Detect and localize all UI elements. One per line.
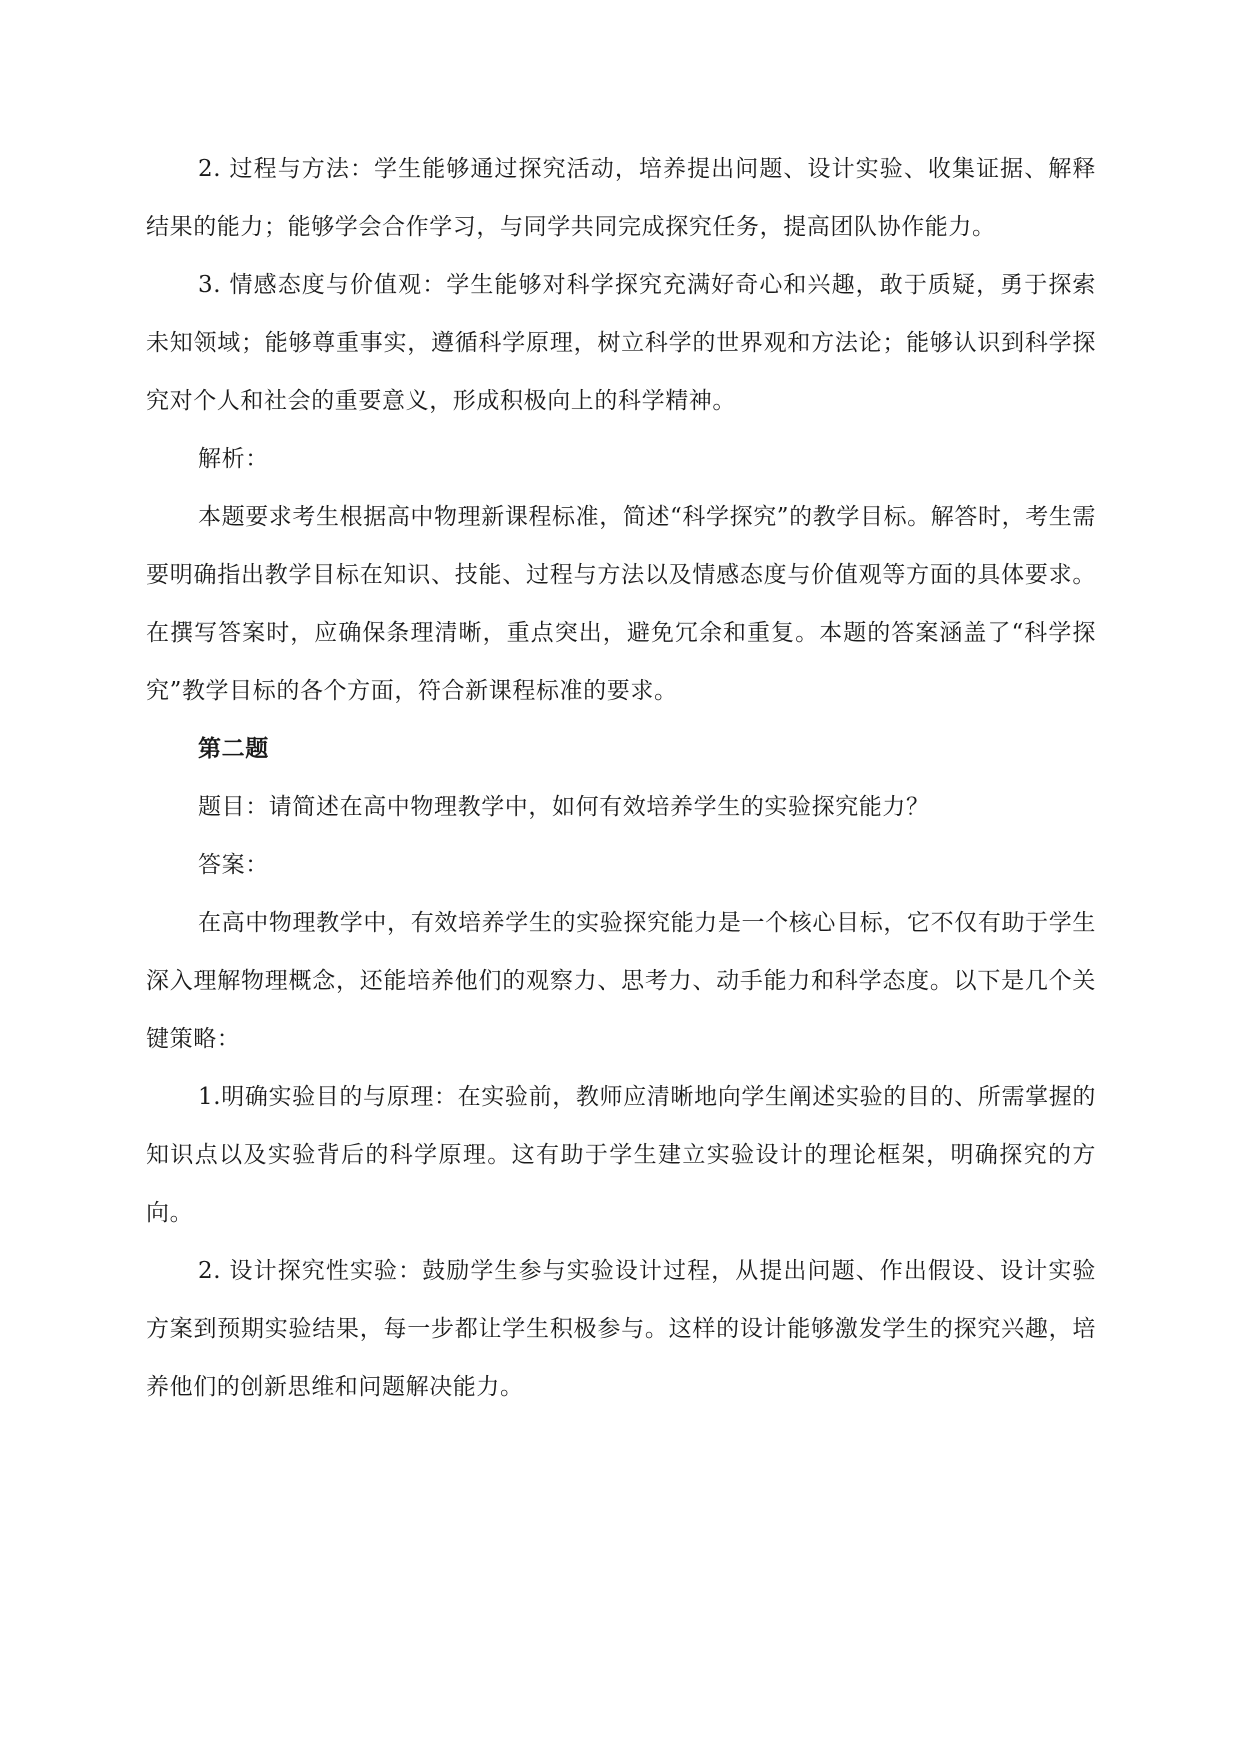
paragraph-process-and-method: 2. 过程与方法：学生能够通过探究活动，培养提出问题、设计实验、收集证据、解释结果的能力；能够学会合作学习，与同学共同完成探究任务，提高团队协作能力。	[146, 156, 1096, 240]
question-two-heading: 第二题	[198, 736, 269, 762]
paragraph-strategy-two: 2. 设计探究性实验：鼓励学生参与实验设计过程，从提出问题、作出假设、设计实验方案到预期实验结果，每一步都让学生积极参与。这样的设计能够激发学生的探究兴趣，培养他们的创新思维和问题解决能力。	[146, 1258, 1096, 1400]
paragraph-answer-intro: 在高中物理教学中，有效培养学生的实验探究能力是一个核心目标，它不仅有助于学生深入理解物理概念，还能培养他们的观察力、思考力、动手能力和科学态度。以下是几个关键策略：	[146, 910, 1096, 1052]
paragraph-attitudes-and-values: 3. 情感态度与价值观：学生能够对科学探究充满好奇心和兴趣，敢于质疑，勇于探索未知领域；能够尊重事实，遵循科学原理，树立科学的世界观和方法论；能够认识到科学探究对个人和社会的重要意义，形成积极向上的科学精神。	[146, 272, 1096, 414]
analysis-label: 解析：	[198, 446, 269, 472]
paragraph-strategy-one: 1.明确实验目的与原理：在实验前，教师应清晰地向学生阐述实验的目的、所需掌握的知识点以及实验背后的科学原理。这有助于学生建立实验设计的理论框架，明确探究的方向。	[146, 1084, 1096, 1226]
question-two-prompt: 题目：请简述在高中物理教学中，如何有效培养学生的实验探究能力？	[198, 794, 930, 820]
paragraph-analysis: 本题要求考生根据高中物理新课程标准，简述“科学探究”的教学目标。解答时，考生需要明确指出教学目标在知识、技能、过程与方法以及情感态度与价值观等方面的具体要求。在撰写答案时，应确保条理清晰，重点突出，避免冗余和重复。本题的答案涵盖了“科学探究”教学目标的各个方面，符合新课程标准的要求。	[146, 504, 1096, 704]
answer-label: 答案：	[198, 852, 269, 878]
document-body	[146, 140, 1096, 1416]
